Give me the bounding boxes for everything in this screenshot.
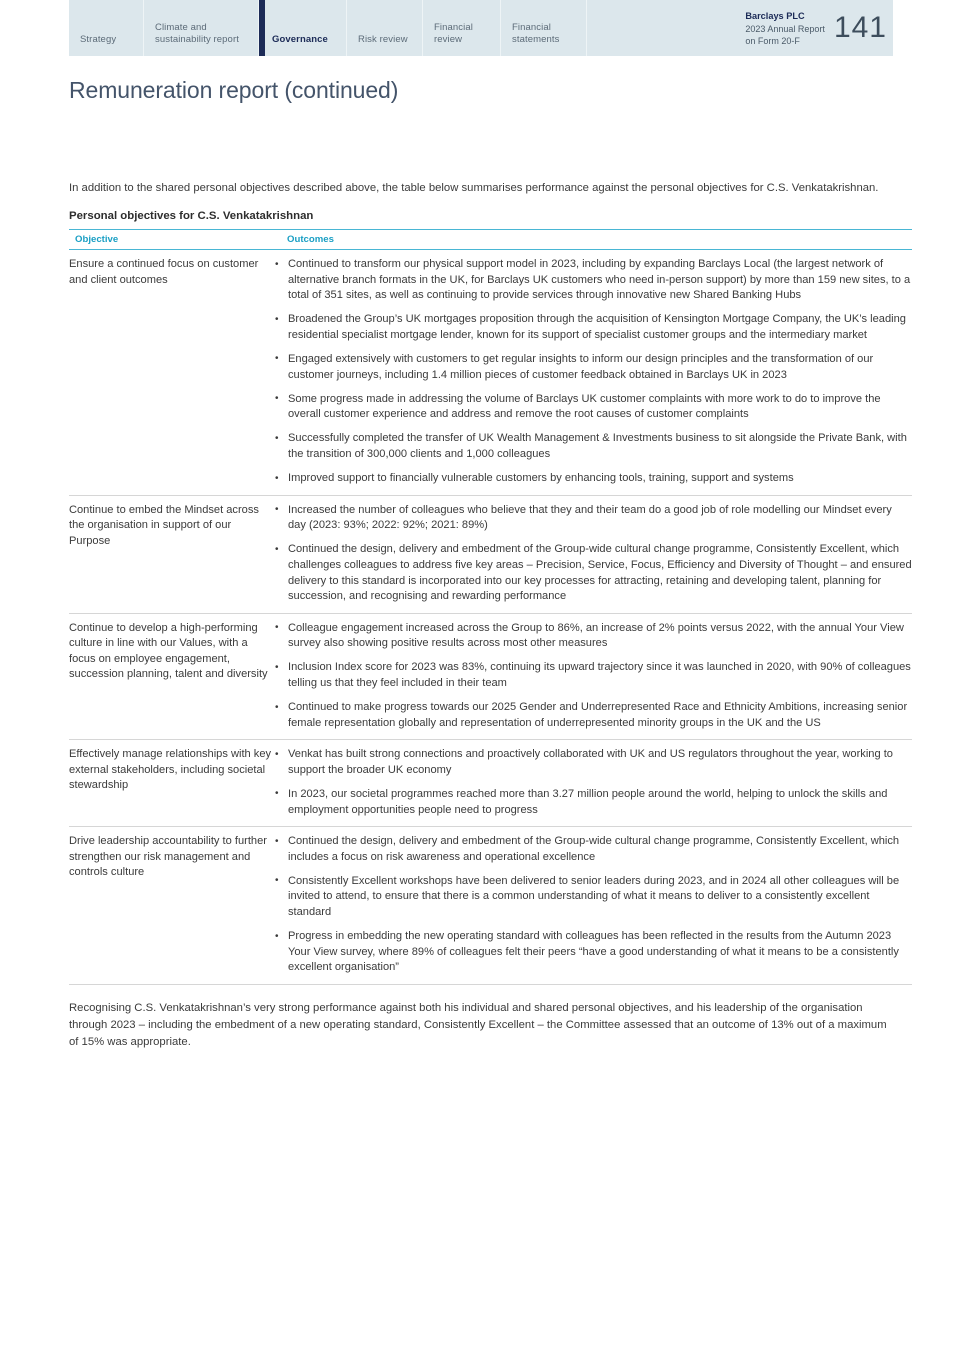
objective-text: Continue to develop a high-performing culture in line with our Values, with a focus on employee engagement, succession planning, talent and diversity xyxy=(69,613,274,740)
outcome-list xyxy=(274,257,912,487)
nav-tab-climate-and-sustainability-report[interactable] xyxy=(144,0,259,56)
nav-tab-governance[interactable] xyxy=(259,0,347,56)
outcome-list xyxy=(274,503,912,605)
table-header-row xyxy=(69,230,912,250)
table-header xyxy=(69,230,912,250)
list-item: • Continued the design, delivery and embedment of the Group-wide cultural change programme, Consistently Excellent, which includes a focus on risk awareness and operational excellence xyxy=(274,834,912,865)
nav-tab-label: Financial statements xyxy=(512,22,560,45)
nav-tab-strategy[interactable] xyxy=(69,0,144,56)
list-item: • Colleague engagement increased across the Group to 86%, an increase of 2% points versus 2022, with the annual Your View survey also showing positive results across most other measures xyxy=(274,621,912,652)
document-header-nav xyxy=(69,0,893,56)
list-item: • Inclusion Index score for 2023 was 83%, continuing its upward trajectory since it was launched in 2020, with 90% of colleagues telling us that they feel included in their team xyxy=(274,660,912,691)
nav-tab-label: Risk review xyxy=(358,33,408,45)
objective-text: Ensure a continued focus on customer and client outcomes xyxy=(69,250,274,496)
nav-tab-financial-review[interactable] xyxy=(423,0,501,56)
list-item: • Engaged extensively with customers to get regular insights to inform our design principles and the transformation of our customer journeys, including 1.4 million pieces of customer feedback obtained in Barclays UK in 2023 xyxy=(274,352,912,383)
brand-name: Barclays PLC xyxy=(745,11,805,21)
list-item: • Improved support to financially vulnerable customers by enhancing tools, training, support and systems xyxy=(274,471,912,487)
list-item: • Increased the number of colleagues who believe that they and their team do a good job of role modelling our Mindset every day (2023: 93%; 2022: 92%; 2021: 89%) xyxy=(274,503,912,534)
personal-objectives-table xyxy=(69,229,912,985)
objective-text: Continue to embed the Mindset across the organisation in support of our Purpose xyxy=(69,495,274,613)
nav-tab-label: Financial review xyxy=(434,22,473,45)
nav-tab-financial-statements[interactable] xyxy=(501,0,587,56)
intro-paragraph: In addition to the shared personal objectives described above, the table below summarises performance against the personal objectives for C.S. Venkatakrishnan. xyxy=(69,182,879,194)
table-row xyxy=(69,827,912,985)
outcomes-cell xyxy=(274,250,912,496)
column-header-outcomes: Outcomes xyxy=(274,230,912,250)
column-header-objective: Objective xyxy=(69,230,274,250)
list-item: • Continued the design, delivery and embedment of the Group-wide cultural change programme, Consistently Excellent, which challenges colleagues to address five key areas – Precision, Service, Focus, Efficiency and Diversity of Thought – and ensured delivery to this standard is incorporated into our key processes for attracting, retaining and developing talent, planning for succession, and recognising and rewarding performance xyxy=(274,542,912,604)
list-item: • Venkat has built strong connections and proactively collaborated with UK and US regulators throughout the year, working to support the broader UK economy xyxy=(274,747,912,778)
outcome-list xyxy=(274,747,912,818)
list-item: • Continued to make progress towards our 2025 Gender and Underrepresented Race and Ethnicity Ambitions, increasing senior female representation globally and representation of underrepresented minority groups in the UK and the US xyxy=(274,700,912,731)
list-item: • Continued to transform our physical support model in 2023, including by expanding Barclays Local (the largest network of alternative branch formats in the UK, for Barclays UK customers who need in-person support) by more than 159 new sites, to a total of 351 sites, as well as continuing to provide services through innovative new Shared Banking Hubs xyxy=(274,257,912,304)
table-row xyxy=(69,250,912,496)
page-number: 141 xyxy=(833,11,887,44)
report-meta xyxy=(745,10,834,47)
closing-paragraph: Recognising C.S. Venkatakrishnan’s very strong performance against both his individual and shared personal objectives, and his leadership of the organisation through 2023 – including the embedment of a new operating standard, Consistently Excellent – the Committee assessed that an outcome of 13% out of a maximum of 15% was appropriate. xyxy=(69,1001,887,1048)
table-row xyxy=(69,495,912,613)
nav-tab-label: Climate and sustainability report xyxy=(155,22,239,45)
page-title: Remuneration report (continued) xyxy=(69,77,399,104)
list-item: • Consistently Excellent workshops have been delivered to senior leaders during 2023, and in 2024 all other colleagues will be invited to attend, to ensure that there is a common understanding of what it means to deliver to a consistently excellent standard xyxy=(274,874,912,921)
nav-tab-label: Governance xyxy=(272,33,328,45)
outcome-list xyxy=(274,834,912,976)
nav-spacer xyxy=(587,0,745,56)
outcomes-cell xyxy=(274,495,912,613)
list-item: • Progress in embedding the new operating standard with colleagues has been reflected in the results from the Autumn 2023 Your View survey, where 89% of colleagues felt their peers “have a good understanding of what it means to be a consistently excellent organisation” xyxy=(274,929,912,976)
table-row xyxy=(69,613,912,740)
header-report-identity xyxy=(745,0,893,56)
table-row xyxy=(69,740,912,827)
list-item: • Successfully completed the transfer of UK Wealth Management & Investments business to sit alongside the Private Bank, with the transition of 300,000 clients and 1,000 colleagues xyxy=(274,431,912,462)
outcome-list xyxy=(274,621,912,732)
objective-text: Effectively manage relationships with key external stakeholders, including societal stewardship xyxy=(69,740,274,827)
section-heading: Personal objectives for C.S. Venkatakrishnan xyxy=(69,210,314,222)
list-item: • Broadened the Group’s UK mortgages proposition through the acquisition of Kensington Mortgage Company, the UK’s leading residential specialist mortgage lender, known for its support of specialist customer groups and the intermediary market xyxy=(274,312,912,343)
outcomes-cell xyxy=(274,827,912,985)
report-title-line-1: 2023 Annual Report xyxy=(745,23,825,34)
table-body xyxy=(69,250,912,985)
page-content xyxy=(69,180,912,1051)
report-title-line-2: on Form 20-F xyxy=(745,35,800,46)
outcomes-cell xyxy=(274,740,912,827)
outcomes-cell xyxy=(274,613,912,740)
nav-tab-risk-review[interactable] xyxy=(347,0,423,56)
nav-tab-label: Strategy xyxy=(80,33,117,45)
objective-text: Drive leadership accountability to further strengthen our risk management and controls culture xyxy=(69,827,274,985)
list-item: • In 2023, our societal programmes reached more than 3.27 million people around the world, helping to unlock the skills and employment opportunities people need to progress xyxy=(274,787,912,818)
list-item: • Some progress made in addressing the volume of Barclays UK customer complaints with more work to do to improve the overall customer experience and address and remove the root causes of customer complaints xyxy=(274,392,912,423)
